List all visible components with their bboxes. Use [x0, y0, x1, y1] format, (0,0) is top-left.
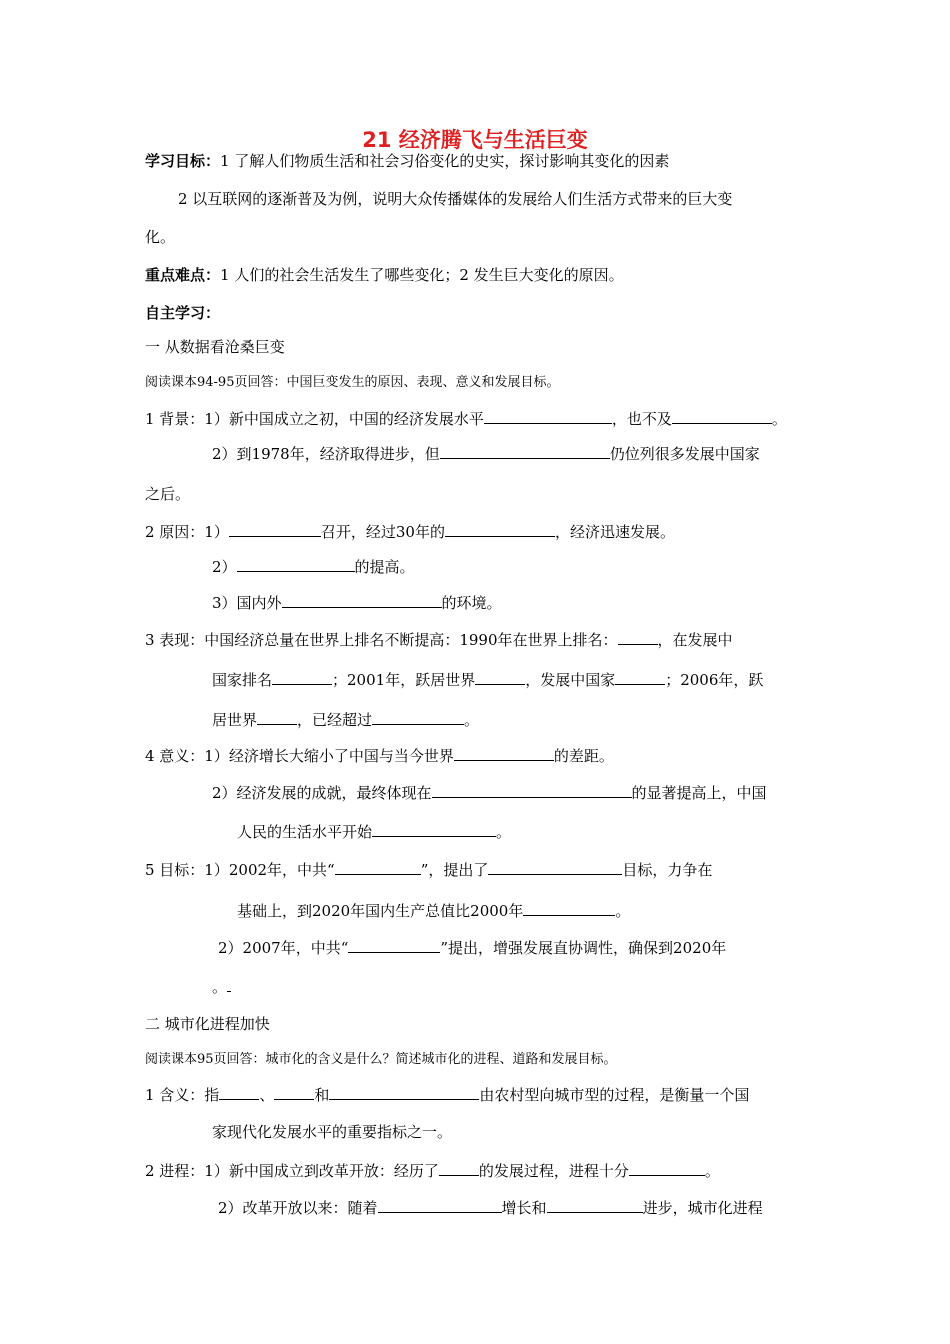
text: 和 [314, 1086, 330, 1104]
text: 召开，经过30年的 [320, 523, 445, 541]
fill-blank[interactable] [547, 1197, 643, 1213]
fill-blank[interactable] [335, 859, 421, 875]
performance-line-2 [212, 669, 763, 690]
text: ”提出，增强发展直协调性，确保到2020年 [440, 939, 727, 957]
section-2-hint: 阅读课本95页回答：城市化的含义是什么？简述城市化的进程、道路和发展目标。 [145, 1052, 617, 1067]
meaning-line-1 [145, 745, 614, 766]
learning-goal-2-cont: 化。 [145, 228, 176, 246]
fill-blank[interactable] [237, 556, 355, 572]
learning-goal-2: 2 以互联网的逐渐普及为例，说明大众传播媒体的发展给人们生活方式带来的巨大变 [178, 190, 733, 208]
text: ；2006年，跃 [665, 671, 764, 689]
text: ”，提出了 [420, 861, 489, 879]
background-line-1 [145, 408, 787, 429]
text: 2）经济发展的成就，最终体现在 [212, 784, 432, 802]
section-2-heading: 二 城市化进程加快 [145, 1015, 270, 1033]
fill-blank[interactable] [229, 521, 321, 537]
text: 。 [615, 902, 631, 920]
target-line-4 [212, 976, 231, 997]
fill-blank[interactable] [615, 669, 665, 685]
fill-blank[interactable] [257, 709, 297, 725]
reason-line-1 [145, 521, 675, 542]
text: 4 意义：1）经济增长大缩小了中国与当今世界 [145, 747, 454, 765]
reason-line-3 [212, 592, 502, 613]
target-line-3 [218, 937, 726, 958]
fill-blank[interactable] [282, 592, 442, 608]
fill-blank[interactable] [629, 1160, 705, 1176]
text: 国家排名 [212, 671, 273, 689]
fill-blank[interactable] [348, 937, 440, 953]
learning-goal-1: 1 了解人们物质生活和社会习俗变化的史实，探讨影响其变化的因素 [220, 152, 670, 170]
text: 的提高。 [354, 558, 415, 576]
key-points-text: 1 人们的社会生活发生了哪些变化；2 发生巨大变化的原因。 [220, 266, 624, 284]
fill-blank[interactable] [372, 709, 464, 725]
fill-blank[interactable] [272, 669, 332, 685]
text: ，发展中国家 [525, 671, 616, 689]
section-1-heading: 一 从数据看沧桑巨变 [145, 338, 285, 356]
text: 居世界 [212, 711, 258, 729]
fill-blank[interactable] [440, 443, 610, 459]
text: 。 [464, 711, 480, 729]
definition-line-1 [145, 1084, 749, 1105]
page-title: 21 经济腾飞与生活巨变 [362, 128, 588, 152]
text: 2）到1978年，经济取得进步，但 [212, 445, 440, 463]
text: ，也不及 [611, 410, 672, 428]
learning-goals-label: 学习目标： [145, 152, 221, 170]
background-line-2 [212, 443, 760, 464]
text: 进步，城市化进程 [642, 1199, 763, 1217]
text: 5 目标：1）2002年，中共“ [145, 861, 335, 879]
text: 目标，力争在 [622, 861, 713, 879]
process-line-1 [145, 1160, 720, 1181]
text: 3 表现：中国经济总量在世界上排名不断提高：1990年在世界上排名： [145, 631, 618, 649]
self-study-heading: 自主学习： [145, 304, 221, 322]
fill-blank[interactable] [439, 1160, 479, 1176]
text: 1 背景：1）新中国成立之初，中国的经济发展水平 [145, 410, 484, 428]
fill-blank[interactable] [274, 1084, 314, 1100]
meaning-line-2 [212, 782, 767, 803]
performance-line-1 [145, 629, 733, 650]
text: 基础上，到2020年国内生产总值比2000年 [237, 902, 524, 920]
fill-blank[interactable] [454, 745, 554, 761]
text: 的差距。 [553, 747, 614, 765]
text: 。 [212, 978, 228, 996]
fill-blank[interactable] [484, 408, 612, 424]
fill-blank[interactable] [372, 821, 496, 837]
text: 、 [259, 1086, 275, 1104]
section-1-hint: 阅读课本94-95页回答：中国巨变发生的原因、表现、意义和发展目标。 [145, 375, 560, 390]
text: ；2001年，跃居世界 [332, 671, 476, 689]
text: 仍位列很多发展中国家 [609, 445, 760, 463]
fill-blank[interactable] [445, 521, 555, 537]
text: ，经济迅速发展。 [554, 523, 675, 541]
learning-goals-line-1 [145, 151, 669, 171]
text: 。 [496, 823, 512, 841]
target-line-1 [145, 859, 712, 880]
text: 2）改革开放以来：随着 [218, 1199, 378, 1217]
text: 人民的生活水平开始 [237, 823, 373, 841]
fill-blank[interactable] [618, 629, 658, 645]
performance-line-3 [212, 709, 479, 730]
text: 的环境。 [441, 594, 502, 612]
text: 2 原因：1） [145, 523, 229, 541]
fill-blank[interactable] [219, 1084, 259, 1100]
key-points-label: 重点难点： [145, 266, 221, 284]
text: 2）2007年，中共“ [218, 939, 349, 957]
text: 。 [704, 1162, 720, 1180]
fill-blank[interactable] [432, 782, 632, 798]
definition-line-2: 家现代化发展水平的重要指标之一。 [212, 1123, 453, 1141]
text: 的发展过程，进程十分 [478, 1162, 629, 1180]
reason-line-2 [212, 556, 415, 577]
fill-blank[interactable] [329, 1084, 479, 1100]
text: 的显著提高上，中国 [631, 784, 767, 802]
text: 2 进程：1）新中国成立到改革开放：经历了 [145, 1162, 439, 1180]
text: 由农村型向城市型的过程，是衡量一个国 [479, 1086, 750, 1104]
background-line-3: 之后。 [145, 485, 191, 503]
target-line-2 [237, 900, 630, 921]
fill-blank[interactable] [378, 1197, 502, 1213]
text: 增长和 [501, 1199, 547, 1217]
fill-blank[interactable] [672, 408, 772, 424]
fill-blank[interactable] [475, 669, 525, 685]
meaning-line-3 [237, 821, 511, 842]
text: ，已经超过 [297, 711, 373, 729]
process-line-2 [218, 1197, 763, 1218]
fill-blank[interactable] [488, 859, 622, 875]
text: 1 含义：指 [145, 1086, 220, 1104]
key-points-line [145, 265, 624, 285]
fill-blank[interactable] [227, 976, 231, 992]
text: 。 [771, 410, 787, 428]
text: 3）国内外 [212, 594, 282, 612]
text: ，在发展中 [657, 631, 733, 649]
fill-blank[interactable] [523, 900, 615, 916]
text: 2） [212, 558, 237, 576]
